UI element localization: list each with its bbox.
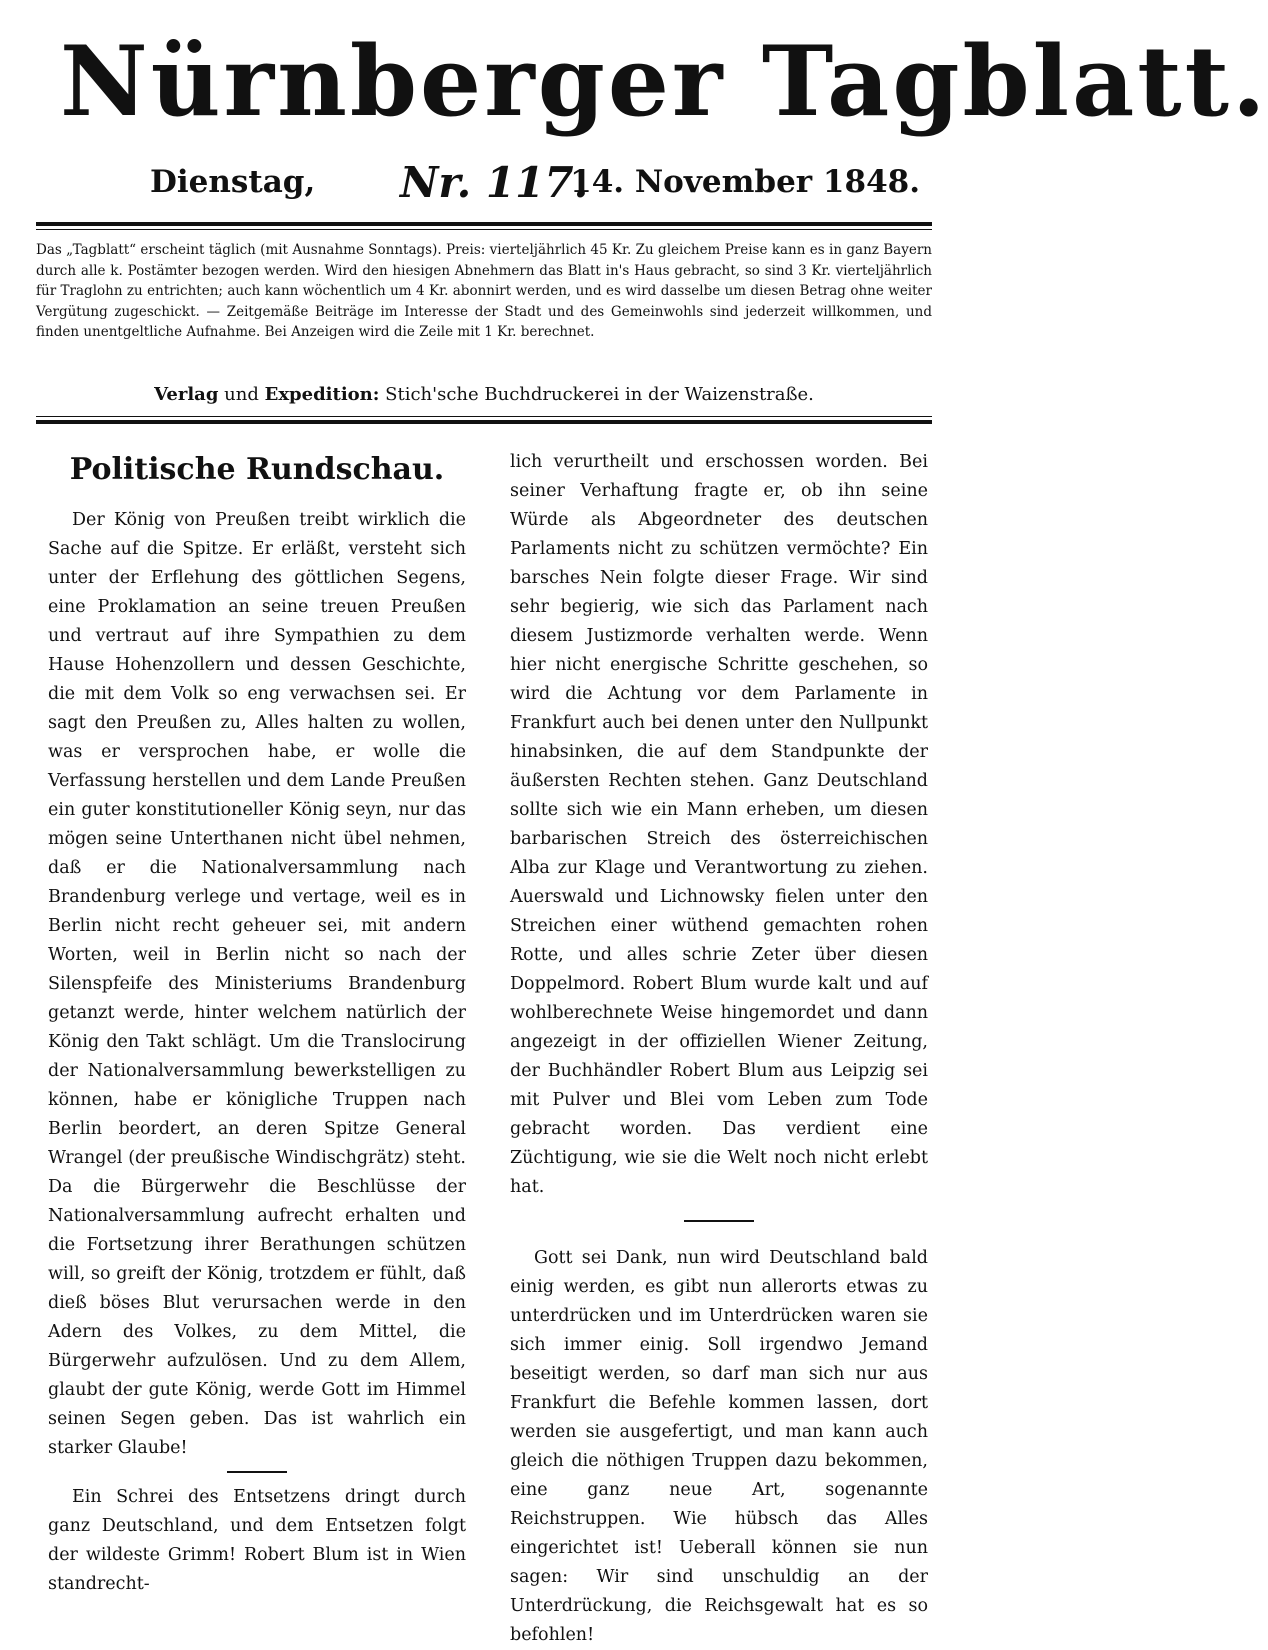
subscription-notice-text: Das „Tagblatt“ erscheint täglich (mit Ausnahme Sonntags). Preis: vierteljährlich 45 Kr. Zu gleichem Preise kann es in ganz Bayern durch alle k. Postämter bezogen werden. Wird den hiesigen Abnehmern das Blatt in's Haus gebracht, so sind 3 Kr. vierteljährlich für Traglohn zu entrichten; auch kann wöchentlich um 4 Kr. abonnirt werden, und es wird dasselbe um diesen Betrag ohne weiter Vergütung zugeschickt. — Zeitgemäße Beiträge im Interesse der Stadt und des Gemeinwohls sind jederzeit willkommen, und finden unentgeltliche Aufnahme. Bei Anzeigen wird die Zeile mit 1 Kr. berechnet. [36, 242, 932, 340]
issue-weekday: Dienstag, [150, 164, 316, 200]
section-separator [227, 1471, 287, 1473]
article-paragraph: Der König von Preußen treibt wirklich die Sache auf die Spitze. Er erläßt, versteht sich unter der Erflehung des göttlichen Segens, eine Proklamation an seine treuen Preußen und vertraut auf ihre Sympathien zu dem Hause Hohenzollern und dessen Geschichte, die mit dem Volk so eng verwachsen sei. Er sagt den Preußen zu, Alles halten zu wollen, was er versprochen habe, er wolle die Verfassung herstellen und dem Lande Preußen ein guter konstitutioneller König seyn, nur das mögen seine Unterthanen nicht übel nehmen, daß er die Nationalversammlung nach Brandenburg verlege und vertage, weil es in Berlin nicht recht geheuer sei, mit andern Worten, weil in Berlin nicht so nach der Silenspfeife des Ministeriums Brandenburg getanzt werde, hinter welchem natürlich der König den Takt schlägt. Um die Translocirung der Nationalversammlung bewerkstelligen zu können, habe er königliche Truppen nach Berlin beordert, an deren Spitze General Wrangel (der preußische Windischgrätz) steht. Da die Bürgerwehr die Beschlüsse der Nationalversammlung aufrecht erhalten und die Fortsetzung ihrer Berathungen schützen will, so greift der König, trotzdem er fühlt, daß dieß böses Blut verursachen werde in den Adern des Volkes, zu dem Mittel, die Bürgerwehr aufzulösen. Und zu dem Allem, glaubt der gute König, werde Gott im Himmel seinen Segen geben. Das ist wahrlich ein starker Glaube! [48, 510, 466, 1458]
article-column-right [510, 448, 928, 1650]
imprint-expedition: Expedition: [264, 384, 380, 405]
publisher-imprint [36, 384, 932, 405]
section-separator [684, 1220, 754, 1222]
header-rule-thick [36, 222, 932, 226]
issue-number: Nr. 117. [400, 158, 589, 207]
article-paragraph: lich verurtheilt und erschossen worden. Bei seiner Verhaftung fragte er, ob ihn seine Würde als Abgeordneter des deutschen Parlaments nicht zu schützen vermöchte? Ein barsches Nein folgte dieser Frage. Wir sind sehr begierig, wie sich das Parlament nach diesem Justizmorde verhalten werde. Wenn hier nicht energische Schritte geschehen, so wird die Achtung vor dem Parlamente in Frankfurt auch bei denen unter den Nullpunkt hinabsinken, die auf dem Standpunkte der äußersten Rechten stehen. Ganz Deutschland sollte sich wie ein Mann erheben, um diesen barbarischen Streich des österreichischen Alba zur Klage und Verantwortung zu ziehen. Auerswald und Lichnowsky fielen unter den Streichen einer wüthend gemachten rohen Rotte, und alles schrie Zeter über diesen Doppelmord. Robert Blum wurde kalt und auf wohlberechnete Weise hingemordet und dann angezeigt in der offiziellen Wiener Zeitung, der Buchhändler Robert Blum aus Leipzig sei mit Pulver und Blei vom Leben zum Tode gebracht worden. Das verdient eine Züchtigung, wie sie die Welt noch nicht erlebt hat. [510, 452, 928, 1197]
imprint-rule-thin [36, 416, 932, 417]
subscription-notice [36, 240, 932, 343]
imprint-verlag: Verlag [154, 384, 219, 405]
article-heading: Politische Rundschau. [69, 452, 445, 487]
article-paragraph: Ein Schrei des Entsetzens dringt durch ganz Deutschland, und dem Entsetzen folgt der wildeste Grimm! Robert Blum ist in Wien standrecht- [48, 1487, 466, 1594]
issue-date: 14. November 1848. [570, 164, 920, 200]
dateline [150, 158, 920, 208]
imprint-printer: Stich'sche Buchdruckerei in der Waizenstraße. [385, 384, 814, 405]
masthead-title: Nürnberger Tagblatt. [60, 25, 1268, 138]
article-paragraph: Gott sei Dank, nun wird Deutschland bald einig werden, es gibt nun allerorts etwas zu unterdrücken und im Unterdrücken waren sie sich immer einig. Soll irgendwo Jemand beseitigt werden, so darf man sich nur aus Frankfurt die Befehle kommen lassen, dort werden sie ausgefertigt, und man kann auch gleich die nöthigen Truppen dazu bekommen, eine ganz neue Art, sogenannte Reichstruppen. Wie hübsch das Alles eingerichtet ist! Ueberall können sie nun sagen: Wir sind unschuldig an der Unterdrückung, die Reichsgewalt hat es so befohlen! [510, 1248, 928, 1645]
imprint-rule-thick [36, 420, 932, 424]
article-column-left [48, 448, 466, 1599]
imprint-und: und [224, 384, 259, 405]
header-rule-thin [36, 229, 932, 230]
